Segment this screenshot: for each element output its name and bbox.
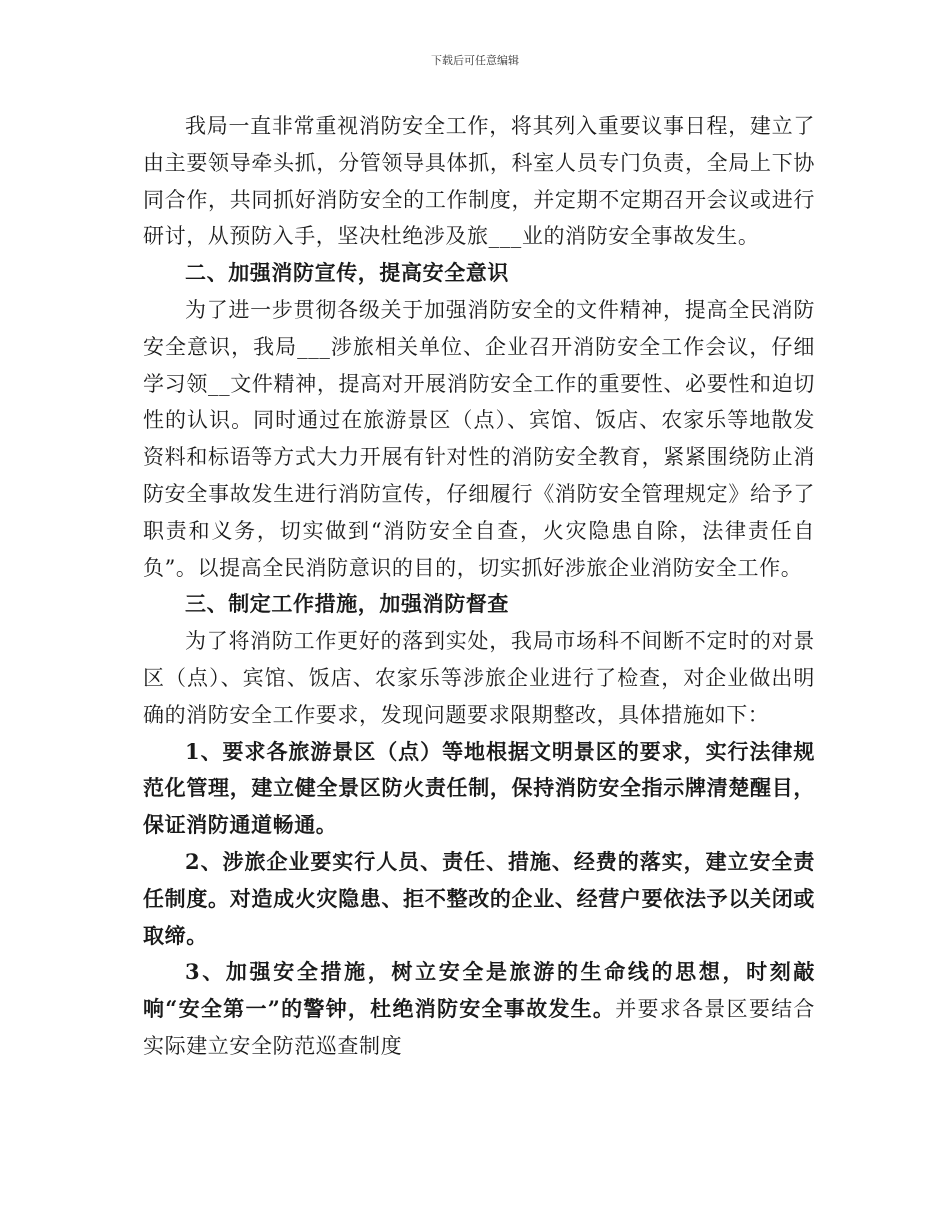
section-heading-3: 三、制定工作措施，加强消防督查 — [185, 591, 509, 617]
paragraph-publicity: 为了进一步贯彻各级关于加强消防安全的文件精神，提高全民消防安全意识，我局___涉旅相关单位、企业召开消防安全工作会议，仔细学习领__文件精神，提高对开展消防安全工作的重要性、必要性和迫切性的认识。同时通过在旅游景区（点）、宾馆、饭店、农家乐等地散发资料和标语等方式大力开展有针对性的消防安全教育，紧紧围绕防止消防安全事故发生进行消防宣传，仔细履行《消防安全管理规定》给予了职责和义务，切实做到“消防安全自查，火灾隐患自除，法律责任自负”。以提高全民消防意识的目的，切实抓好涉旅企业消防安全工作。 — [143, 297, 815, 580]
measure-item-3-bold: 3、加强安全措施，树立安全是旅游的生命线的思想，时刻敲响“安全第一”的警钟，杜绝消防安全事故发生。 — [143, 959, 815, 1022]
measure-item-3 — [143, 954, 815, 1064]
document-body — [143, 108, 815, 1065]
measure-item-1: 1、要求各旅游景区（点）等地根据文明景区的要求，实行法律规范化管理，建立健全景区防火责任制，保持消防安全指示牌清楚醒目，保证消防通道畅通。 — [143, 738, 815, 838]
paragraph-intro: 我局一直非常重视消防安全工作，将其列入重要议事日程，建立了由主要领导牵头抓，分管领导具体抓，科室人员专门负责，全局上下协同合作，共同抓好消防安全的工作制度，并定期不定期召开会议或进行研讨，从预防入手，坚决杜绝涉及旅___业的消防安全事故发生。 — [143, 114, 815, 249]
measure-item-3-rest: 并要求各景区要结合实际建立安全防范巡查制度 — [143, 997, 815, 1058]
section-heading-2: 二、加强消防宣传，提高安全意识 — [185, 260, 509, 286]
page-header: 下载后可任意编辑 — [431, 54, 519, 67]
measure-item-2: 2、涉旅企业要实行人员、责任、措施、经费的落实，建立安全责任制度。对造成火灾隐患、拒不整改的企业、经营户要依法予以关闭或取缔。 — [143, 848, 815, 948]
paragraph-measures: 为了将消防工作更好的落到实处，我局市场科不间断不定时的对景区（点）、宾馆、饭店、农家乐等涉旅企业进行了检查，对企业做出明确的消防安全工作要求，发现问题要求限期整改，具体措施如下： — [143, 629, 815, 727]
